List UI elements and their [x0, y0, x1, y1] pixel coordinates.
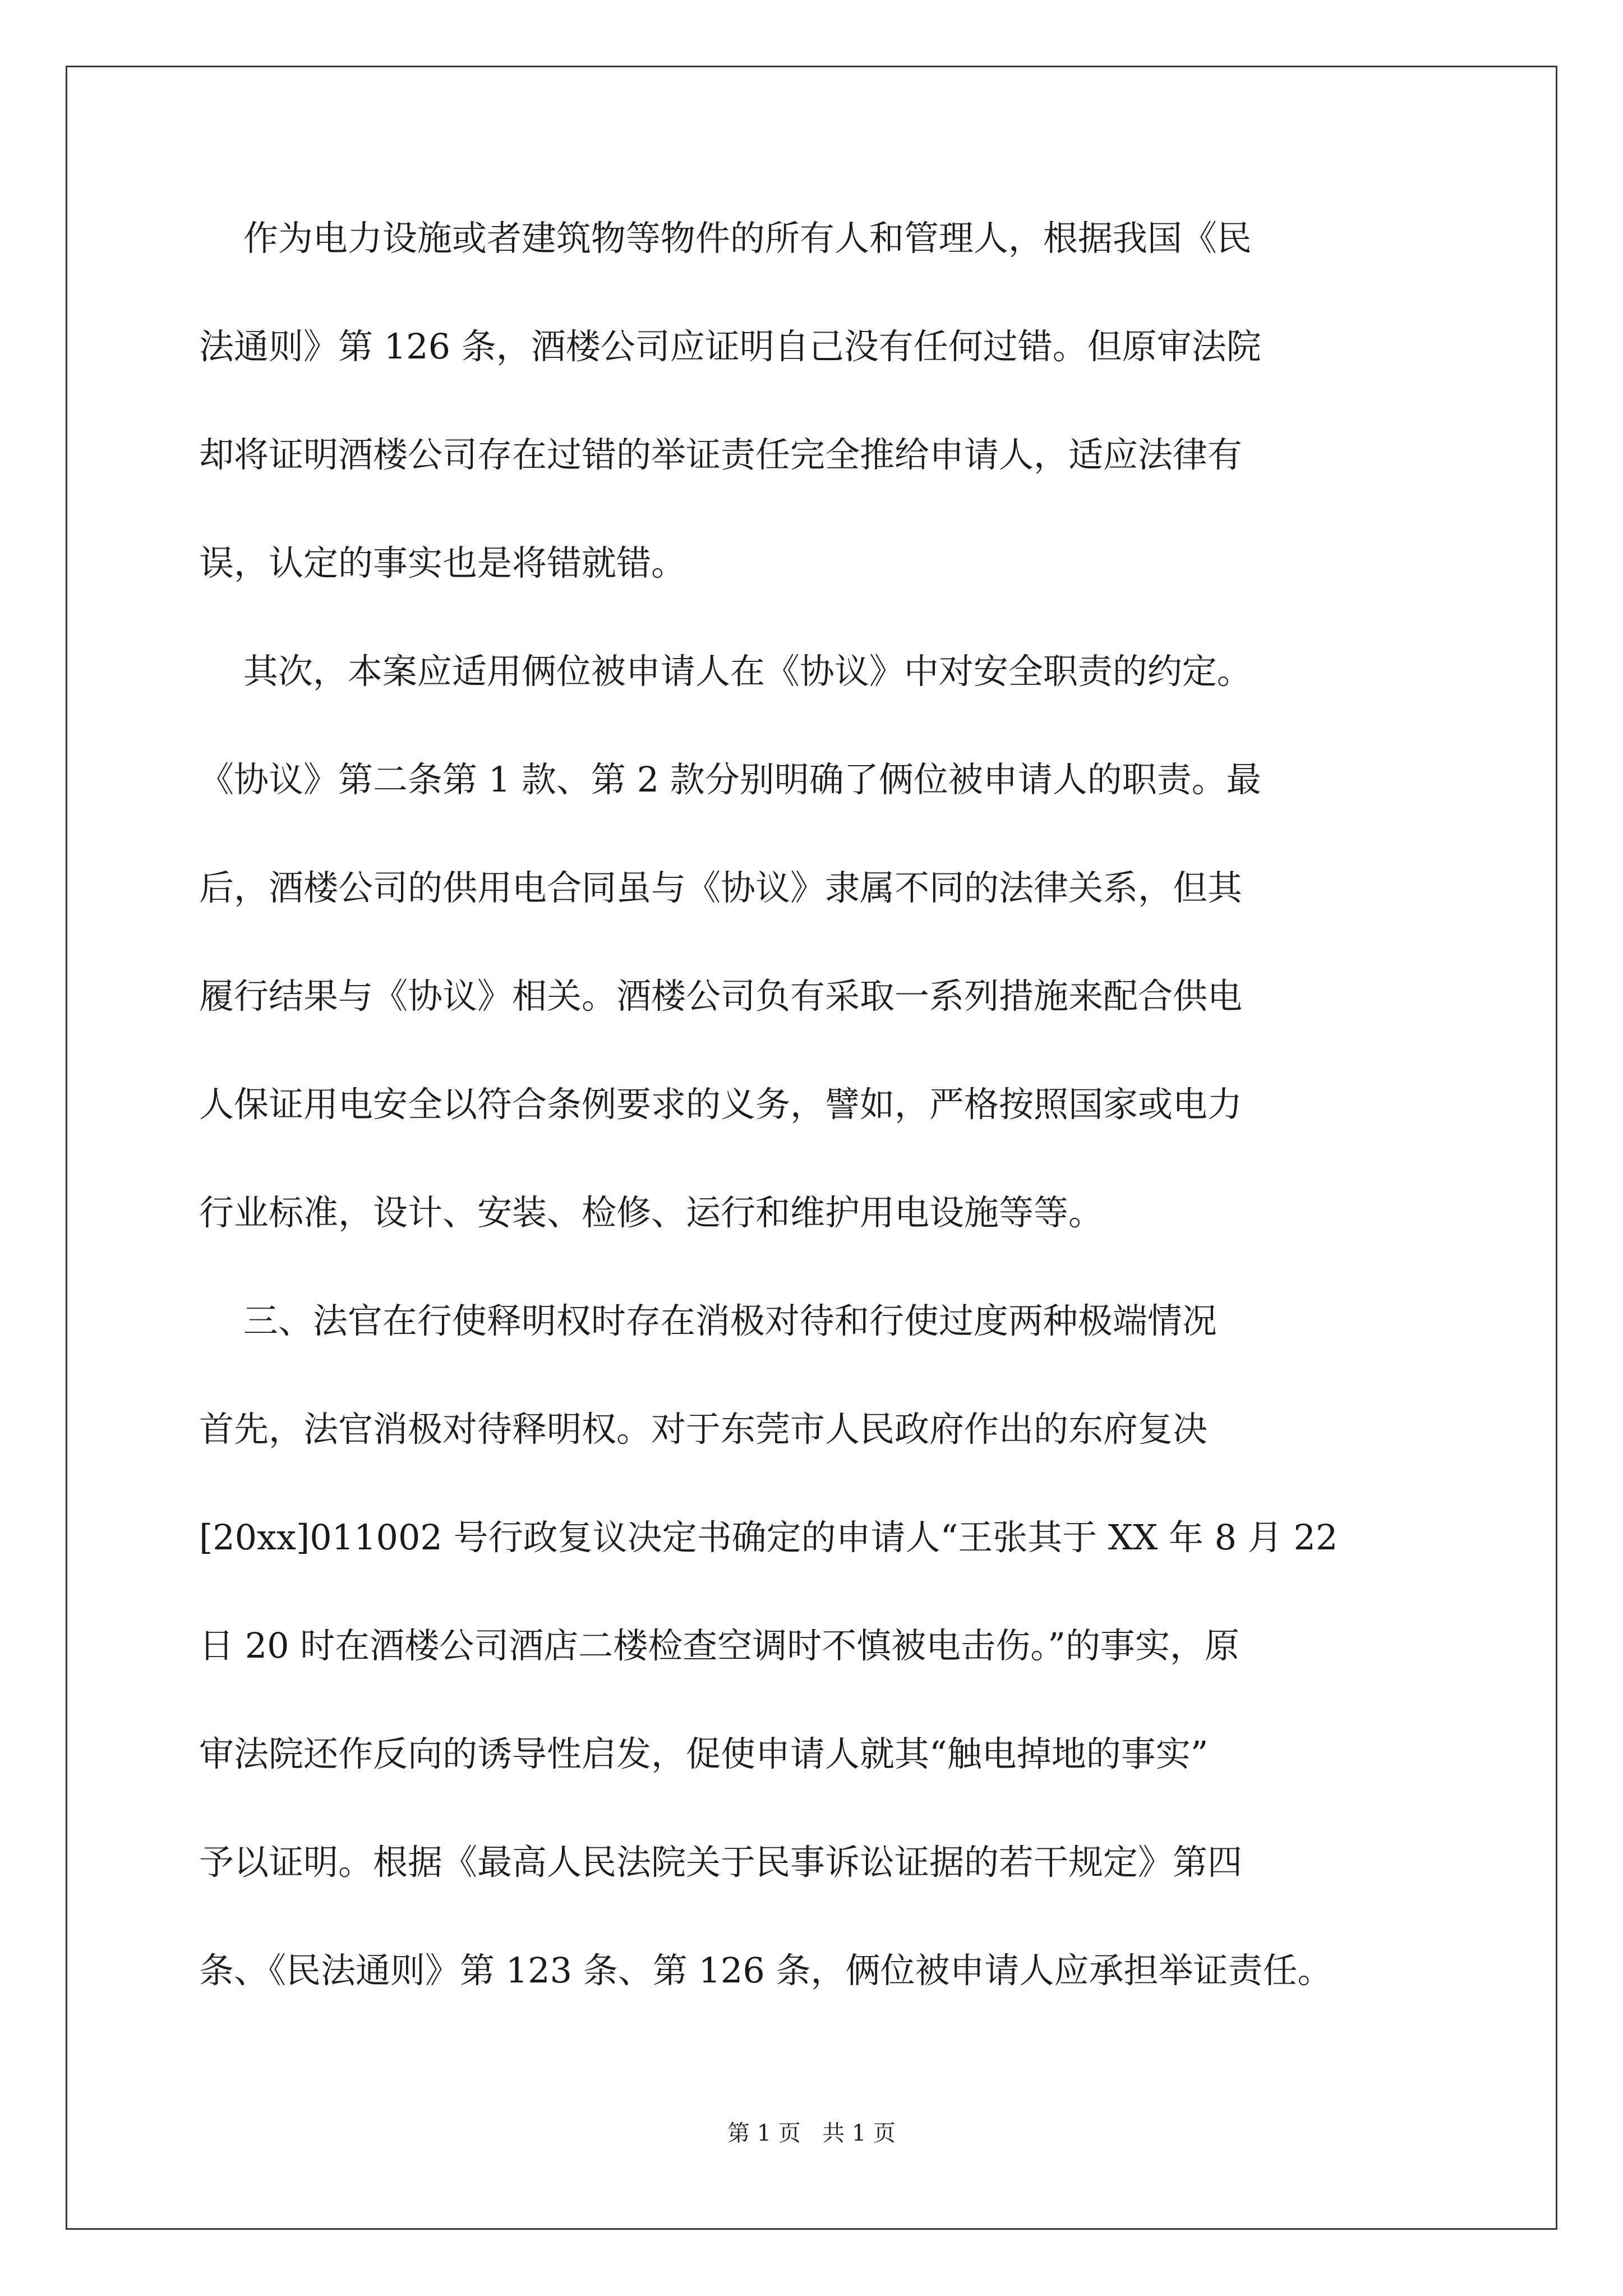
text-line: 履行结果与《协议》相关。酒楼公司负有采取一系列措施来配合供电: [199, 976, 1243, 1016]
text-line: 首先，法官消极对待释明权。对于东莞市人民政府作出的东府复决: [199, 1409, 1208, 1450]
text-line: 《协议》第二条第 1 款、第 2 款分别明确了俩位被申请人的职责。最: [199, 759, 1261, 800]
text-line: 误，认定的事实也是将错就错。: [199, 542, 686, 583]
page-border: [66, 66, 1557, 2230]
text-line: 条、《民法通则》第 123 条、第 126 条，俩位被申请人应承担举证责任。: [199, 1950, 1332, 1991]
text-line: 三、法官在行使释明权时存在消极对待和行使过度两种极端情况: [199, 1300, 1217, 1341]
text-line: 予以证明。根据《最高人民法院关于民事诉讼证据的若干规定》第四: [199, 1842, 1243, 1883]
text-line: 作为电力设施或者建筑物等物件的所有人和管理人，根据我国《民: [199, 218, 1252, 259]
text-line: 其次，本案应适用俩位被申请人在《协议》中对安全职责的约定。: [199, 651, 1252, 692]
text-line: 法通则》第 126 条，酒楼公司应证明自己没有任何过错。但原审法院: [199, 326, 1261, 367]
text-line: 日 20 时在酒楼公司酒店二楼检查空调时不慎被电击伤。”的事实，原: [199, 1625, 1240, 1666]
page-number-footer: 第 1 页 共 1 页: [727, 2120, 896, 2146]
text-line: [20xx]011002 号行政复议决定书确定的申请人“王张其于 XX 年 8 月 22: [199, 1517, 1338, 1558]
text-line: 却将证明酒楼公司存在过错的举证责任完全推给申请人，适应法律有: [199, 434, 1243, 475]
text-line: 行业标准，设计、安装、检修、运行和维护用电设施等等。: [199, 1192, 1104, 1233]
text-line: 人保证用电安全以符合条例要求的义务，譬如，严格按照国家或电力: [199, 1084, 1243, 1125]
text-line: 审法院还作反向的诱导性启发，促使申请人就其“触电掉地的事实”: [199, 1733, 1209, 1774]
text-line: 后，酒楼公司的供用电合同虽与《协议》隶属不同的法律关系，但其: [199, 867, 1243, 908]
